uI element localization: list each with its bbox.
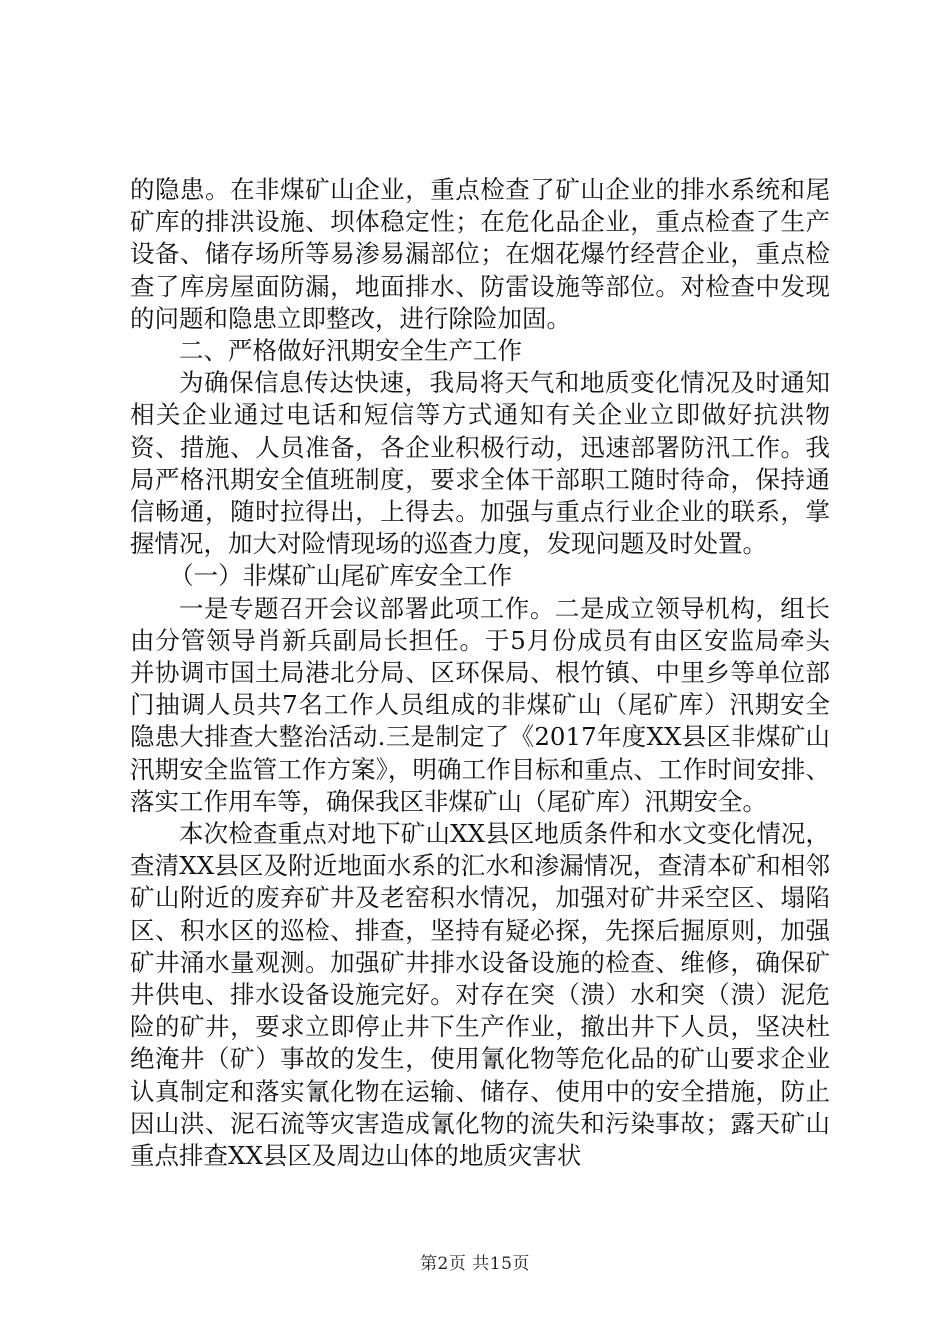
paragraph-hazard-inspection: 的隐患。在非煤矿山企业，重点检查了矿山企业的排水系统和尾矿库的排洪设施、坝体稳定性；在危化品企业，重点检查了生产设备、储存场所等易渗易漏部位；在烟花爆竹经营企业，重点检查了库房屋面防漏，地面排水、防雷设施等部位。对检查中发现的问题和隐患立即整改，进行除险加固。: [130, 175, 830, 333]
paragraph-information-delivery: 为确保信息传达快速，我局将天气和地质变化情况及时通知相关企业通过电话和短信等方式通知有关企业立即做好抗洪物资、措施、人员准备，各企业积极行动，迅速部署防汛工作。我局严格汛期安全值班制度，要求全体干部职工随时待命，保持通信畅通，随时拉得出，上得去。加强与重点行业企业的联系，掌握情况，加大对险情现场的巡查力度，发现问题及时处置。: [130, 368, 830, 559]
page-number-footer: 第2页 共15页: [420, 1254, 530, 1274]
document-body: [130, 174, 830, 1172]
subsection-heading-mine-tailings: （一）非煤矿山尾矿库安全工作: [169, 561, 513, 591]
section-heading-flood-safety: 二、严格做好汛期安全生产工作: [179, 336, 522, 366]
paragraph-meeting-deployment: 一是专题召开会议部署此项工作。二是成立领导机构，组长由分管领导肖新兵副局长担任。于5月份成员有由区安监局牵头并协调市国土局港北分局、区环保局、根竹镇、中里乡等单位部门抽调人员共7名工作人员组成的非煤矿山（尾矿库）汛期安全隐患大排查大整治活动.三是制定了《2017年度XX县区非煤矿山汛期安全监管工作方案》，明确工作目标和重点、工作时间安排、落实工作用车等，确保我区非煤矿山（尾矿库）汛期安全。: [130, 593, 830, 816]
paragraph-inspection-focus: 本次检查重点对地下矿山XX县区地质条件和水文变化情况，查清XX县区及附近地面水系的汇水和渗漏情况，查清本矿和相邻矿山附近的废弃矿井及老窑积水情况，加强对矿井采空区、塌陷区、积水区的巡检、排查，坚持有疑必探，先探后掘原则，加强矿井涌水量观测。加强矿井排水设备设施的检查、维修，确保矿井供电、排水设备设施完好。对存在突（溃）水和突（溃）泥危险的矿井，要求立即停止井下生产作业，撤出井下人员，坚决杜绝淹井（矿）事故的发生，使用氰化物等危化品的矿山要求企业认真制定和落实氰化物在运输、储存、使用中的安全措施，防止因山洪、泥石流等灾害造成氰化物的流失和污染事故；露天矿山重点排查XX县区及周边山体的地质灾害状: [130, 819, 830, 1171]
